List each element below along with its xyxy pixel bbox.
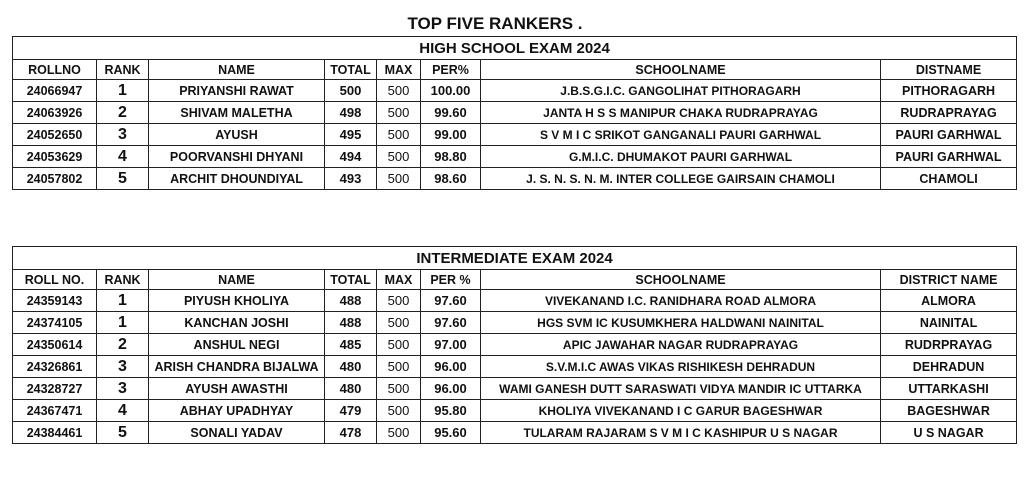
roll-cell: 24328727 xyxy=(13,378,97,400)
total-cell: 480 xyxy=(325,356,377,378)
percent-cell: 98.60 xyxy=(421,168,481,190)
total-cell: 498 xyxy=(325,102,377,124)
percent-cell: 97.60 xyxy=(421,290,481,312)
name-cell: ARCHIT DHOUNDIYAL xyxy=(149,168,325,190)
percent-cell: 100.00 xyxy=(421,80,481,102)
school-cell: J. S. N. S. N. M. INTER COLLEGE GAIRSAIN CHAMOLI xyxy=(481,168,881,190)
district-cell: ALMORA xyxy=(881,290,1017,312)
table-row xyxy=(13,422,1017,444)
rank-cell: 3 xyxy=(97,356,149,378)
name-cell: PIYUSH KHOLIYA xyxy=(149,290,325,312)
table-row xyxy=(13,356,1017,378)
page-title: TOP FIVE RANKERS . xyxy=(407,14,583,33)
name-cell: AYUSH AWASTHI xyxy=(149,378,325,400)
name-cell: SHIVAM MALETHA xyxy=(149,102,325,124)
table-row xyxy=(13,378,1017,400)
table-row xyxy=(13,400,1017,422)
column-header: TOTAL xyxy=(325,60,377,80)
rank-cell: 3 xyxy=(97,124,149,146)
percent-cell: 97.60 xyxy=(421,312,481,334)
rank-cell: 4 xyxy=(97,400,149,422)
total-cell: 488 xyxy=(325,312,377,334)
column-header: DISTNAME xyxy=(881,60,1017,80)
district-cell: PAURI GARHWAL xyxy=(881,146,1017,168)
district-cell: UTTARKASHI xyxy=(881,378,1017,400)
total-cell: 478 xyxy=(325,422,377,444)
max-cell: 500 xyxy=(377,400,421,422)
percent-cell: 95.80 xyxy=(421,400,481,422)
rank-cell: 5 xyxy=(97,168,149,190)
rank-cell: 2 xyxy=(97,102,149,124)
percent-cell: 99.00 xyxy=(421,124,481,146)
percent-cell: 97.00 xyxy=(421,334,481,356)
max-cell: 500 xyxy=(377,80,421,102)
name-cell: ANSHUL NEGI xyxy=(149,334,325,356)
max-cell: 500 xyxy=(377,146,421,168)
name-cell: PRIYANSHI RAWAT xyxy=(149,80,325,102)
name-cell: AYUSH xyxy=(149,124,325,146)
column-header: ROLL NO. xyxy=(13,270,97,290)
total-cell: 495 xyxy=(325,124,377,146)
column-header: MAX xyxy=(377,60,421,80)
district-cell: U S NAGAR xyxy=(881,422,1017,444)
rank-cell: 4 xyxy=(97,146,149,168)
max-cell: 500 xyxy=(377,378,421,400)
district-cell: DEHRADUN xyxy=(881,356,1017,378)
total-cell: 500 xyxy=(325,80,377,102)
column-header: MAX xyxy=(377,270,421,290)
name-cell: ARISH CHANDRA BIJALWA xyxy=(149,356,325,378)
high-school-table xyxy=(12,36,1017,190)
school-cell: S.V.M.I.C AWAS VIKAS RISHIKESH DEHRADUN xyxy=(481,356,881,378)
roll-cell: 24359143 xyxy=(13,290,97,312)
table-row xyxy=(13,334,1017,356)
total-cell: 480 xyxy=(325,378,377,400)
table-row xyxy=(13,146,1017,168)
max-cell: 500 xyxy=(377,168,421,190)
district-cell: PAURI GARHWAL xyxy=(881,124,1017,146)
school-cell: JANTA H S S MANIPUR CHAKA RUDRAPRAYAG xyxy=(481,102,881,124)
percent-cell: 96.00 xyxy=(421,356,481,378)
max-cell: 500 xyxy=(377,356,421,378)
total-cell: 488 xyxy=(325,290,377,312)
table-row xyxy=(13,102,1017,124)
table-caption: INTERMEDIATE EXAM 2024 xyxy=(13,247,1017,270)
max-cell: 500 xyxy=(377,334,421,356)
percent-cell: 98.80 xyxy=(421,146,481,168)
rank-cell: 3 xyxy=(97,378,149,400)
roll-cell: 24367471 xyxy=(13,400,97,422)
column-header: NAME xyxy=(149,60,325,80)
roll-cell: 24374105 xyxy=(13,312,97,334)
total-cell: 485 xyxy=(325,334,377,356)
total-cell: 494 xyxy=(325,146,377,168)
roll-cell: 24066947 xyxy=(13,80,97,102)
name-cell: KANCHAN JOSHI xyxy=(149,312,325,334)
total-cell: 493 xyxy=(325,168,377,190)
school-cell: J.B.S.G.I.C. GANGOLIHAT PITHORAGARH xyxy=(481,80,881,102)
roll-cell: 24052650 xyxy=(13,124,97,146)
school-cell: APIC JAWAHAR NAGAR RUDRAPRAYAG xyxy=(481,334,881,356)
rank-cell: 1 xyxy=(97,80,149,102)
column-header: TOTAL xyxy=(325,270,377,290)
table-row xyxy=(13,124,1017,146)
table-caption: HIGH SCHOOL EXAM 2024 xyxy=(13,37,1017,60)
table-row xyxy=(13,80,1017,102)
roll-cell: 24057802 xyxy=(13,168,97,190)
total-cell: 479 xyxy=(325,400,377,422)
table-header-row xyxy=(13,270,1017,290)
school-cell: S V M I C SRIKOT GANGANALI PAURI GARHWAL xyxy=(481,124,881,146)
name-cell: POORVANSHI DHYANI xyxy=(149,146,325,168)
roll-cell: 24384461 xyxy=(13,422,97,444)
intermediate-table xyxy=(12,246,1017,444)
roll-cell: 24350614 xyxy=(13,334,97,356)
table-row xyxy=(13,168,1017,190)
table-row xyxy=(13,290,1017,312)
percent-cell: 96.00 xyxy=(421,378,481,400)
name-cell: SONALI YADAV xyxy=(149,422,325,444)
school-cell: HGS SVM IC KUSUMKHERA HALDWANI NAINITAL xyxy=(481,312,881,334)
column-header: DISTRICT NAME xyxy=(881,270,1017,290)
rank-cell: 5 xyxy=(97,422,149,444)
column-header: SCHOOLNAME xyxy=(481,270,881,290)
roll-cell: 24326861 xyxy=(13,356,97,378)
district-cell: BAGESHWAR xyxy=(881,400,1017,422)
column-header: PER% xyxy=(421,60,481,80)
max-cell: 500 xyxy=(377,102,421,124)
max-cell: 500 xyxy=(377,124,421,146)
district-cell: RUDRPRAYAG xyxy=(881,334,1017,356)
roll-cell: 24063926 xyxy=(13,102,97,124)
max-cell: 500 xyxy=(377,290,421,312)
school-cell: TULARAM RAJARAM S V M I C KASHIPUR U S NAGAR xyxy=(481,422,881,444)
school-cell: KHOLIYA VIVEKANAND I C GARUR BAGESHWAR xyxy=(481,400,881,422)
roll-cell: 24053629 xyxy=(13,146,97,168)
name-cell: ABHAY UPADHYAY xyxy=(149,400,325,422)
district-cell: NAINITAL xyxy=(881,312,1017,334)
max-cell: 500 xyxy=(377,422,421,444)
table-header-row xyxy=(13,60,1017,80)
rank-cell: 2 xyxy=(97,334,149,356)
column-header: PER % xyxy=(421,270,481,290)
table-row xyxy=(13,312,1017,334)
column-header: ROLLNO xyxy=(13,60,97,80)
max-cell: 500 xyxy=(377,312,421,334)
column-header: SCHOOLNAME xyxy=(481,60,881,80)
school-cell: G.M.I.C. DHUMAKOT PAURI GARHWAL xyxy=(481,146,881,168)
school-cell: VIVEKANAND I.C. RANIDHARA ROAD ALMORA xyxy=(481,290,881,312)
column-header: NAME xyxy=(149,270,325,290)
rank-cell: 1 xyxy=(97,312,149,334)
district-cell: PITHORAGARH xyxy=(881,80,1017,102)
rank-cell: 1 xyxy=(97,290,149,312)
percent-cell: 99.60 xyxy=(421,102,481,124)
column-header: RANK xyxy=(97,60,149,80)
district-cell: RUDRAPRAYAG xyxy=(881,102,1017,124)
column-header: RANK xyxy=(97,270,149,290)
school-cell: WAMI GANESH DUTT SARASWATI VIDYA MANDIR IC UTTARKA xyxy=(481,378,881,400)
percent-cell: 95.60 xyxy=(421,422,481,444)
district-cell: CHAMOLI xyxy=(881,168,1017,190)
